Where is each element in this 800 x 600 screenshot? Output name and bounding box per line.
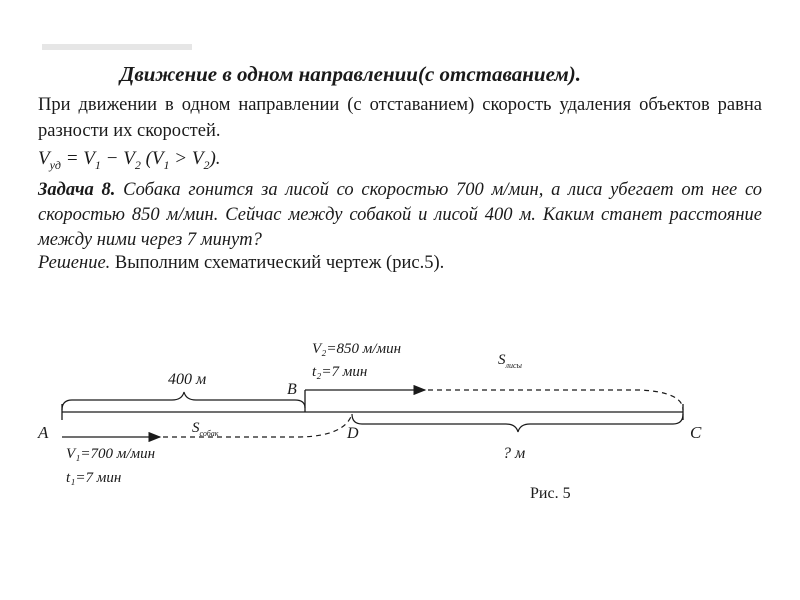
formula-v: V	[38, 148, 50, 169]
label-dog-path-sub: собак	[199, 429, 219, 438]
formula-sub1: 1	[94, 157, 101, 172]
scan-artifact	[42, 44, 192, 50]
formula-eq: = V	[60, 148, 95, 169]
formula-cond-close: ).	[209, 148, 221, 169]
task-text: Собака гонится за лисой со скоростью 700 м/мин, а лиса убегает от нее со скоростью 850 м/мин. Сейчас между собакой и лисой 400 м. Каким станет расстояние между ними через 7 минут?	[38, 180, 763, 250]
label-point-b: B	[287, 381, 297, 398]
formula	[38, 148, 221, 173]
label-fox-path-s: S	[498, 352, 506, 368]
solution-line	[38, 253, 444, 274]
label-dist-ab: 400 м	[168, 371, 207, 388]
label-dog-path-s: S	[192, 420, 200, 436]
task-label: Задача 8.	[38, 180, 116, 200]
label-dog-path	[192, 420, 219, 438]
formula-cond-sub1: 1	[163, 157, 170, 172]
formula-v-sub: уд	[49, 157, 61, 172]
label-fox-time: t₂=7 мин	[312, 364, 368, 380]
task-statement	[38, 178, 762, 253]
label-dog-speed: V₁=700 м/мин	[66, 446, 156, 462]
formula-sub2: 2	[134, 157, 141, 172]
label-point-a: A	[38, 423, 49, 442]
formula-cond-sub2: 2	[203, 157, 210, 172]
brace-ab	[62, 392, 305, 410]
solution-label: Решение.	[38, 253, 111, 273]
label-fox-path	[498, 352, 523, 370]
section-title: Движение в одном направлении(с отставанием).	[120, 62, 582, 86]
label-point-c: C	[690, 423, 702, 442]
rule-paragraph: При движении в одном направлении (с отставанием) скорость удаления объектов равна разности их скоростей.	[38, 95, 762, 141]
formula-minus: − V	[100, 148, 135, 169]
label-dist-unknown: ? м	[503, 445, 526, 462]
label-point-d: D	[347, 425, 359, 442]
figure-caption: Рис. 5	[530, 485, 571, 502]
solution-text: Выполним схематический чертеж (рис.5).	[114, 253, 445, 273]
brace-dc	[352, 414, 683, 432]
label-fox-speed: V₂=850 м/мин	[312, 341, 402, 357]
fox-path-line	[428, 390, 683, 410]
label-dog-time: t₁=7 мин	[66, 470, 122, 486]
formula-cond-open: (V	[140, 148, 164, 169]
label-fox-path-sub: лисы	[505, 361, 522, 370]
motion-diagram	[0, 320, 800, 500]
formula-cond-gt: > V	[169, 148, 204, 169]
